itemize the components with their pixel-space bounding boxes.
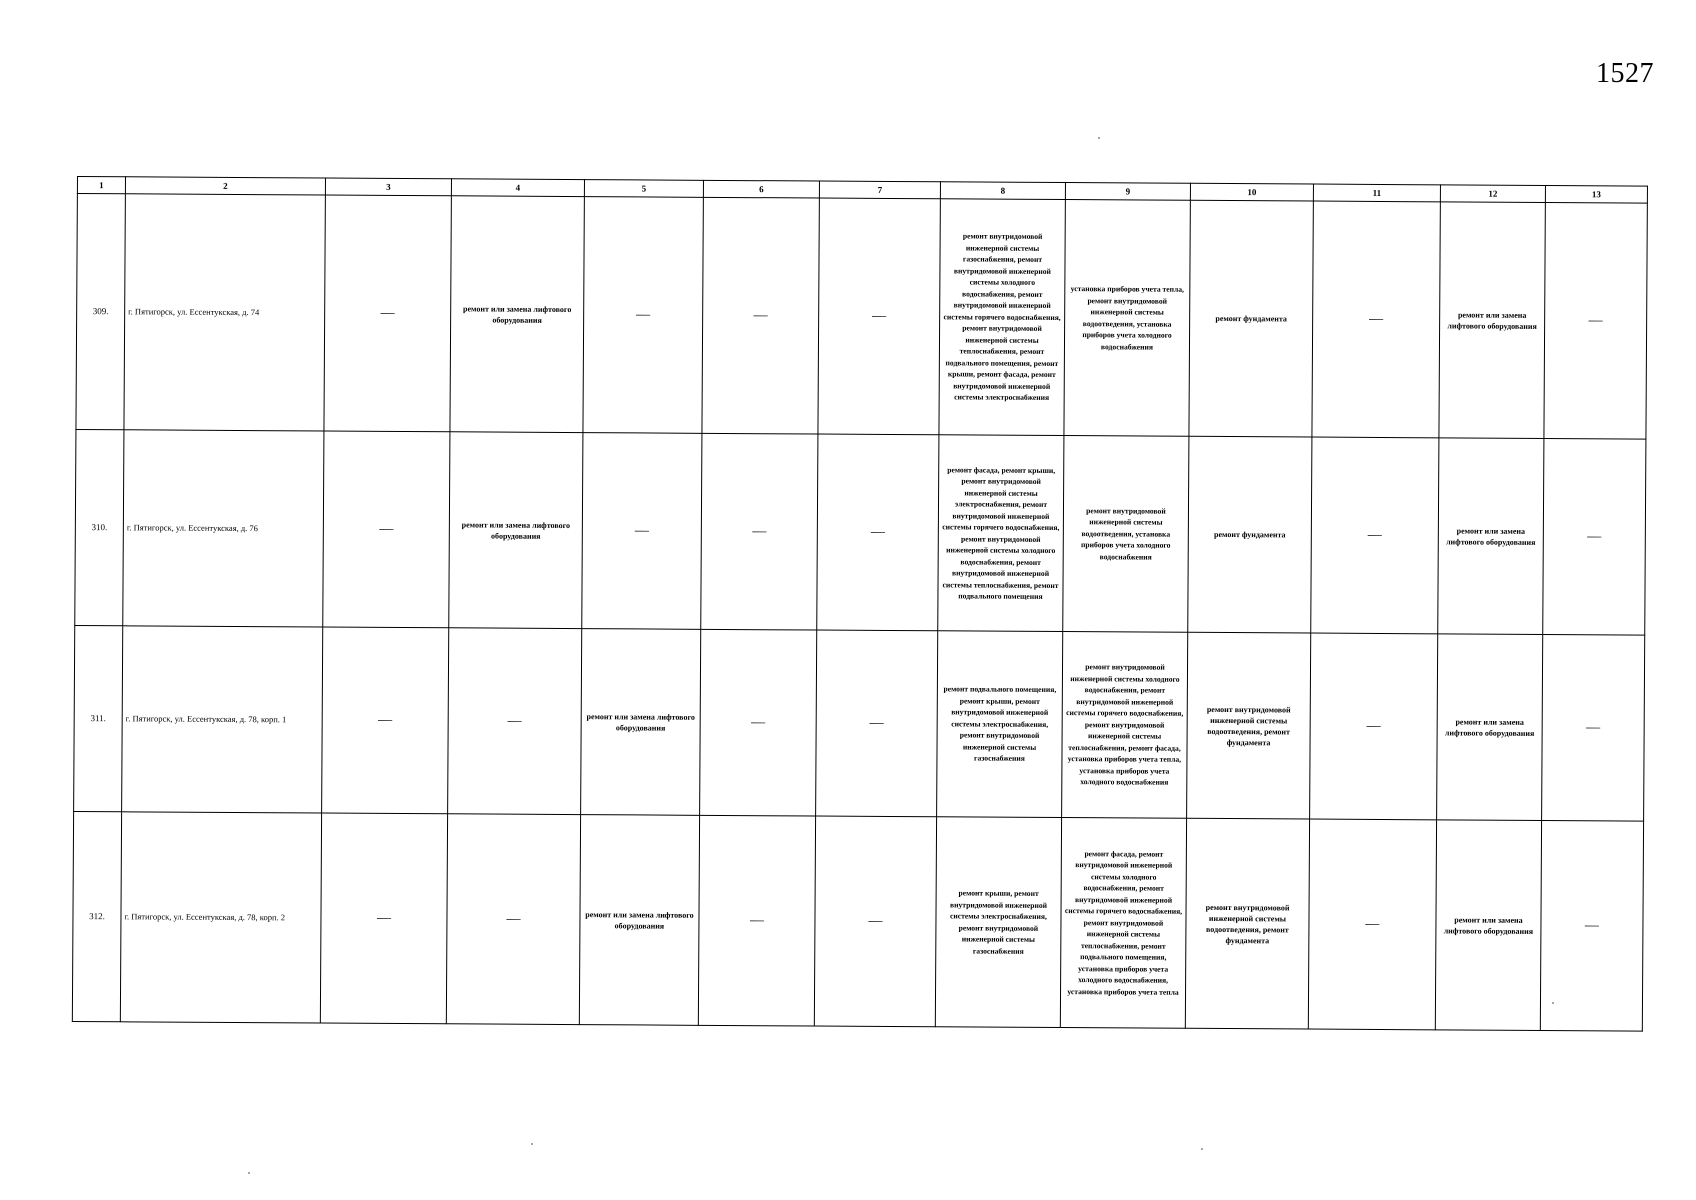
table-cell: — [1312, 201, 1440, 438]
table-cell: ремонт внутридомовой инженерной системы водоотведения, установка приборов учета холодного водоснабжения [1063, 436, 1189, 633]
column-header: 5 [584, 180, 703, 198]
table-cell: ремонт или замена лифтового оборудования [449, 432, 583, 629]
table-cell: — [1544, 202, 1647, 439]
table-cell: — [1310, 633, 1438, 820]
column-header: 12 [1440, 185, 1545, 203]
table-row [75, 429, 1646, 635]
table-cell: ремонт или замена лифтового оборудования [1438, 438, 1544, 635]
column-header: 13 [1545, 185, 1647, 203]
table-cell: — [814, 816, 936, 1027]
table-cell: — [448, 628, 582, 815]
scan-speck [1098, 137, 1100, 139]
column-header: 4 [451, 179, 584, 197]
address-cell: г. Пятигорск, ул. Ессентукская, д. 76 [123, 430, 324, 627]
table-cell: ремонт или замена лифтового оборудования [1437, 634, 1543, 821]
column-header: 3 [325, 178, 451, 196]
table-cell: — [323, 431, 450, 628]
repair-schedule-table-container [72, 176, 1647, 1032]
column-header: 6 [703, 180, 819, 198]
table-row [72, 811, 1643, 1031]
table-cell: ремонт подвального помещения, ремонт крыши, ремонт внутридомовой инженерной системы электроснабжения, ремонт внутридомовой инженерной системы газоснабжения [937, 631, 1063, 818]
table-cell: — [698, 815, 815, 1026]
table-cell: ремонт или замена лифтового оборудования [450, 196, 584, 433]
scan-speck [248, 1172, 250, 1174]
table-cell: — [1542, 634, 1645, 821]
table-cell: ремонт фундамента [1188, 436, 1312, 633]
table-cell: ремонт внутридомовой инженерной системы газоснабжения, ремонт внутридомовой инженерной системы холодного водоснабжения, ремонт внутридомовой инженерной системы горячего водоснабжения, ремонт внутридомовой инженерной системы теплоснабжения, ремонт подвального помещения, ремонт крыши, ремонт фасада, ремонт внутридомовой инженерной системы электроснабжения [939, 199, 1065, 436]
table-cell: — [1308, 819, 1436, 1030]
table-cell: — [1543, 438, 1646, 635]
table-cell: — [817, 434, 939, 631]
address-cell: г. Пятигорск, ул. Ессентукская, д. 78, корп. 2 [120, 812, 321, 1023]
table-cell: — [1311, 437, 1439, 634]
column-header: 10 [1190, 183, 1313, 201]
row-number: 311. [74, 625, 123, 811]
table-cell: — [700, 629, 817, 816]
table-cell: — [446, 814, 580, 1025]
table-cell: ремонт внутридомовой инженерной системы холодного водоснабжения, ремонт внутридомовой инженерной системы горячего водоснабжения, ремонт внутридомовой инженерной системы теплоснабжения, ремонт фасада, установка приборов учета тепла, установка приборов учета холодного водоснабжения [1062, 632, 1188, 819]
scan-speck [1552, 1002, 1554, 1004]
table-cell: ремонт фасада, ремонт внутридомовой инженерной системы холодного водоснабжения, ремонт внутридомовой инженерной системы горячего водоснабжения, ремонт внутридомовой инженерной системы теплоснабжения, ремонт подвального помещения, установка приборов учета холодного водоснабжения, установка приборов учета тепла [1060, 818, 1186, 1029]
table-cell: — [702, 197, 819, 434]
table-cell: — [1540, 820, 1643, 1031]
table-cell: — [324, 195, 451, 432]
table-cell: ремонт или замена лифтового оборудования [1435, 820, 1541, 1031]
table-cell: установка приборов учета тепла, ремонт внутридомовой инженерной системы водоотведения, установка приборов учета холодного водоснабжения [1064, 200, 1190, 437]
table-cell: ремонт или замена лифтового оборудования [1439, 202, 1545, 439]
table-cell: — [701, 433, 818, 630]
column-header: 8 [940, 182, 1065, 200]
scan-speck [1201, 1148, 1203, 1150]
table-cell: ремонт внутридомовой инженерной системы водоотведения, ремонт фундамента [1185, 818, 1309, 1029]
table-cell: ремонт или замена лифтового оборудования [581, 629, 701, 816]
address-cell: г. Пятигорск, ул. Ессентукская, д. 74 [124, 194, 325, 431]
table-cell: ремонт фасада, ремонт крыши, ремонт внутридомовой инженерной системы электроснабжения, ремонт внутридомовой инженерной системы горячего водоснабжения, ремонт внутридомовой инженерной системы холодного водоснабжения, ремонт внутридомовой инженерной системы теплоснабжения, ремонт подвального помещения [938, 435, 1064, 632]
table-cell: — [583, 197, 703, 434]
table-cell: ремонт внутридомовой инженерной системы водоотведения, ремонт фундамента [1187, 632, 1311, 819]
column-header: 9 [1065, 183, 1190, 201]
table-cell: ремонт фундамента [1189, 200, 1313, 437]
column-header: 1 [77, 177, 125, 194]
table-cell: — [320, 813, 447, 1024]
table-cell: — [816, 630, 938, 817]
table-row [76, 194, 1647, 440]
page-number: 1527 [1596, 58, 1654, 89]
row-number: 309. [76, 194, 125, 430]
column-header: 11 [1313, 184, 1440, 202]
address-cell: г. Пятигорск, ул. Ессентукская, д. 78, корп. 1 [122, 626, 323, 813]
table-cell: — [322, 627, 449, 814]
column-header: 2 [125, 177, 325, 195]
column-header: 7 [819, 181, 940, 199]
row-number: 312. [72, 811, 121, 1021]
table-row [74, 625, 1645, 821]
table-cell: — [582, 433, 702, 630]
scan-speck [531, 1143, 533, 1145]
repair-schedule-table [72, 176, 1648, 1032]
table-cell: — [818, 198, 940, 435]
table-cell: ремонт или замена лифтового оборудования [579, 815, 699, 1026]
table-cell: ремонт крыши, ремонт внутридомовой инженерной системы электроснабжения, ремонт внутридомовой инженерной системы газоснабжения [935, 817, 1061, 1028]
row-number: 310. [75, 429, 124, 625]
